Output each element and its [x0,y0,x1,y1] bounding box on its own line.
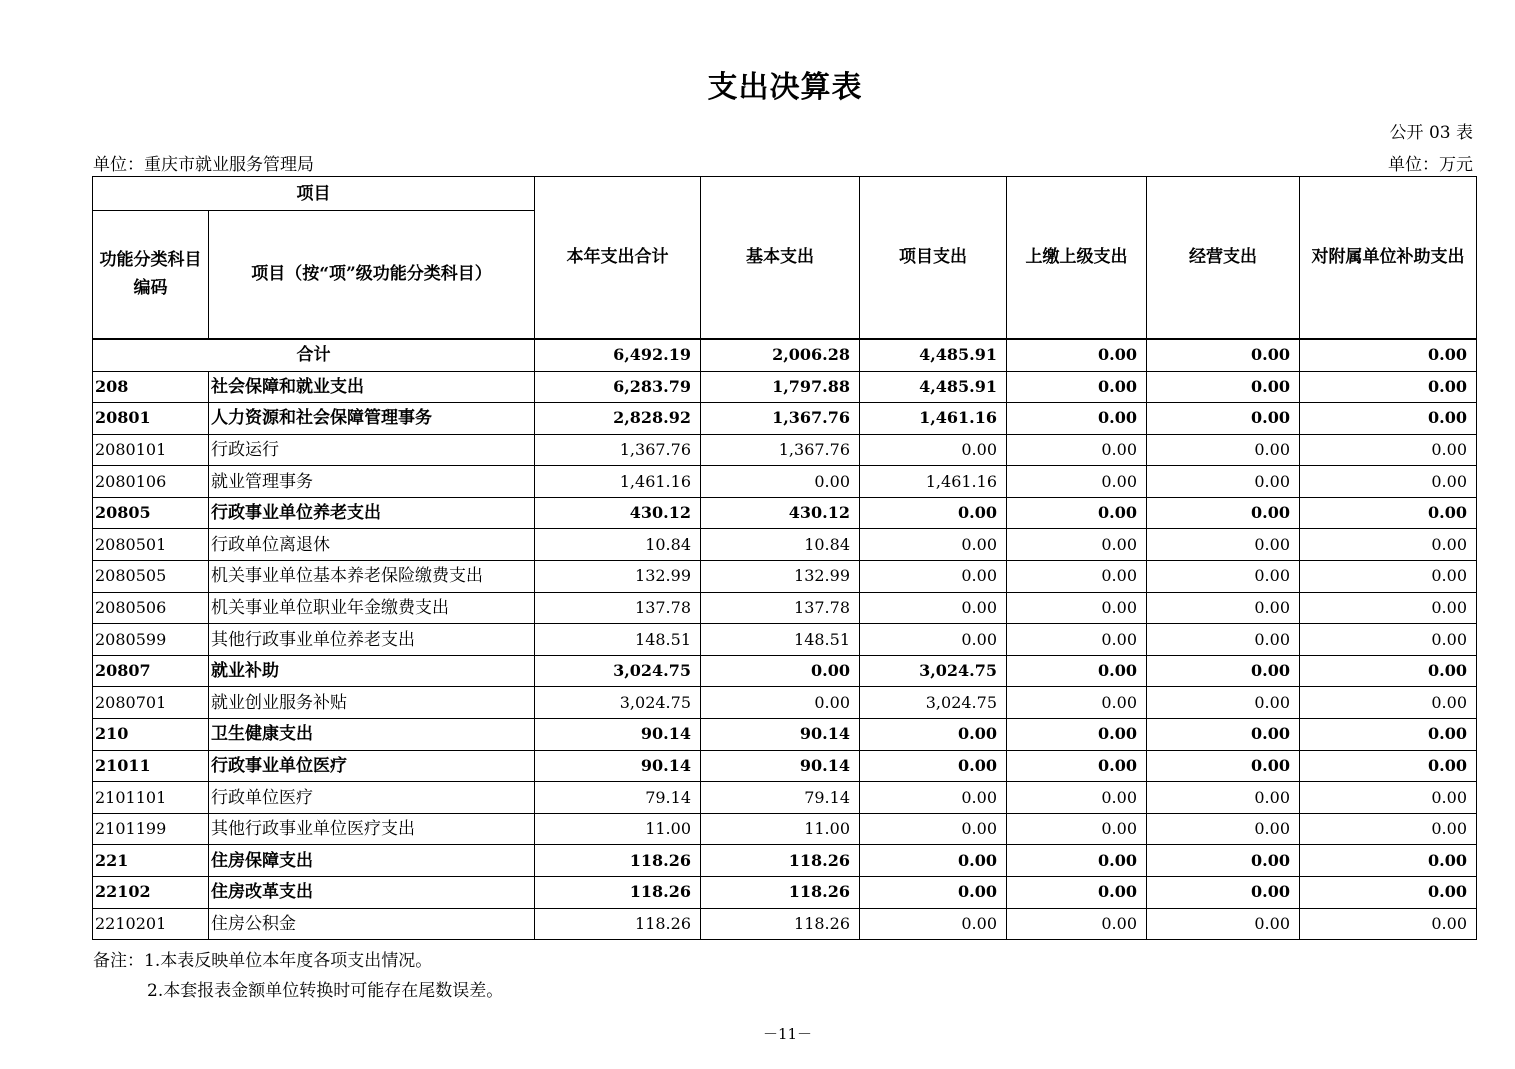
row-name: 其他行政事业单位医疗支出 [209,813,535,845]
header-code: 功能分类科目编码 [93,211,209,339]
row-value: 0.00 [860,877,1007,909]
row-code: 208 [93,371,209,403]
row-name: 行政事业单位医疗 [209,750,535,782]
table-row [93,719,1477,751]
row-name: 住房公积金 [209,908,535,940]
row-value: 0.00 [1300,908,1477,940]
row-value: 0.00 [1147,687,1300,719]
table-row [93,877,1477,909]
row-name: 卫生健康支出 [209,719,535,751]
header-name: 项目（按“项”级功能分类科目） [209,211,535,339]
row-value: 3,024.75 [860,687,1007,719]
row-value: 0.00 [860,529,1007,561]
table-row [93,497,1477,529]
row-name: 行政运行 [209,434,535,466]
row-value: 0.00 [1147,655,1300,687]
page-title: 支出决算表 [707,70,863,105]
row-value: 11.00 [535,813,701,845]
row-value: 1,461.16 [535,466,701,498]
row-code: 2101101 [93,782,209,814]
row-code: 21011 [93,750,209,782]
row-value: 118.26 [701,908,860,940]
header-project: 项目 [93,177,535,211]
table-row [93,371,1477,403]
total-cell: 0.00 [1147,339,1300,372]
row-value: 79.14 [535,782,701,814]
row-value: 1,797.88 [701,371,860,403]
row-value: 1,461.16 [860,466,1007,498]
row-value: 132.99 [535,561,701,593]
row-value: 90.14 [535,750,701,782]
row-name: 就业管理事务 [209,466,535,498]
row-value: 0.00 [1007,908,1147,940]
row-value: 0.00 [860,813,1007,845]
row-value: 0.00 [1147,466,1300,498]
row-value: 0.00 [860,782,1007,814]
table-row [93,592,1477,624]
row-value: 0.00 [1147,371,1300,403]
row-value: 0.00 [860,908,1007,940]
row-value: 0.00 [1300,655,1477,687]
row-value: 90.14 [701,719,860,751]
header-subsidy: 对附属单位补助支出 [1300,177,1477,339]
row-value: 0.00 [860,750,1007,782]
row-value: 0.00 [1007,813,1147,845]
row-name: 就业补助 [209,655,535,687]
row-value: 0.00 [1147,750,1300,782]
row-value: 0.00 [1007,877,1147,909]
row-value: 0.00 [1300,403,1477,435]
row-value: 0.00 [1007,529,1147,561]
row-value: 0.00 [1147,434,1300,466]
row-value: 0.00 [1147,782,1300,814]
row-value: 0.00 [1300,877,1477,909]
row-value: 148.51 [701,624,860,656]
row-code: 2080505 [93,561,209,593]
row-code: 2080701 [93,687,209,719]
row-value: 0.00 [701,655,860,687]
row-value: 0.00 [1007,592,1147,624]
total-cell: 4,485.91 [860,339,1007,372]
row-value: 1,367.76 [701,434,860,466]
row-value: 0.00 [1300,782,1477,814]
row-value: 0.00 [1007,845,1147,877]
row-code: 20805 [93,497,209,529]
row-value: 90.14 [535,719,701,751]
row-code: 210 [93,719,209,751]
total-row [93,339,1477,372]
row-value: 1,461.16 [860,403,1007,435]
row-value: 0.00 [1300,813,1477,845]
table-row [93,466,1477,498]
row-value: 1,367.76 [701,403,860,435]
row-value: 430.12 [701,497,860,529]
row-value: 430.12 [535,497,701,529]
row-value: 0.00 [1007,403,1147,435]
row-name: 社会保障和就业支出 [209,371,535,403]
note-line-1: 备注：1.本表反映单位本年度各项支出情况。 [93,951,433,971]
row-name: 机关事业单位基本养老保险缴费支出 [209,561,535,593]
row-value: 0.00 [860,434,1007,466]
row-value: 0.00 [1300,466,1477,498]
row-value: 4,485.91 [860,371,1007,403]
row-name: 机关事业单位职业年金缴费支出 [209,592,535,624]
row-value: 0.00 [860,845,1007,877]
row-code: 2080599 [93,624,209,656]
row-value: 118.26 [535,908,701,940]
row-code: 2080501 [93,529,209,561]
total-cell: 0.00 [1007,339,1147,372]
table-row [93,908,1477,940]
row-value: 0.00 [1147,624,1300,656]
row-value: 0.00 [1007,782,1147,814]
row-value: 0.00 [701,466,860,498]
header-business: 经营支出 [1147,177,1300,339]
table-row [93,561,1477,593]
row-value: 0.00 [1007,497,1147,529]
row-value: 0.00 [1147,561,1300,593]
table-row [93,624,1477,656]
row-value: 0.00 [1300,687,1477,719]
row-value: 0.00 [1147,719,1300,751]
row-value: 137.78 [701,592,860,624]
row-code: 22102 [93,877,209,909]
row-value: 0.00 [1147,529,1300,561]
row-code: 2101199 [93,813,209,845]
row-value: 0.00 [1147,497,1300,529]
row-name: 就业创业服务补贴 [209,687,535,719]
row-value: 10.84 [535,529,701,561]
row-value: 0.00 [1147,845,1300,877]
row-value: 3,024.75 [860,655,1007,687]
table-row [93,529,1477,561]
table-row [93,655,1477,687]
table-row [93,750,1477,782]
row-value: 6,283.79 [535,371,701,403]
header-upper-remittance: 上缴上级支出 [1007,177,1147,339]
row-value: 90.14 [701,750,860,782]
row-value: 118.26 [701,877,860,909]
row-value: 0.00 [1300,719,1477,751]
row-value: 0.00 [1007,466,1147,498]
row-value: 118.26 [535,877,701,909]
row-value: 0.00 [1300,624,1477,656]
row-value: 0.00 [1300,592,1477,624]
total-cell: 2,006.28 [701,339,860,372]
row-value: 79.14 [701,782,860,814]
row-value: 0.00 [860,497,1007,529]
row-value: 148.51 [535,624,701,656]
row-value: 0.00 [1147,908,1300,940]
row-value: 0.00 [1007,750,1147,782]
row-value: 118.26 [535,845,701,877]
row-value: 0.00 [1007,371,1147,403]
row-value: 11.00 [701,813,860,845]
row-value: 0.00 [1147,877,1300,909]
row-name: 其他行政事业单位养老支出 [209,624,535,656]
row-value: 118.26 [701,845,860,877]
row-code: 2080101 [93,434,209,466]
unit-organization: 单位：重庆市就业服务管理局 [93,155,314,175]
total-label: 合计 [93,339,535,372]
row-value: 0.00 [1007,434,1147,466]
total-cell: 0.00 [1300,339,1477,372]
row-value: 0.00 [1300,529,1477,561]
row-value: 0.00 [1300,561,1477,593]
row-value: 0.00 [1300,845,1477,877]
row-name: 住房保障支出 [209,845,535,877]
row-value: 137.78 [535,592,701,624]
row-value: 3,024.75 [535,687,701,719]
row-value: 0.00 [1007,687,1147,719]
row-name: 行政单位医疗 [209,782,535,814]
note-line-2: 2.本套报表金额单位转换时可能存在尾数误差。 [147,981,504,1001]
row-code: 20801 [93,403,209,435]
row-code: 2080506 [93,592,209,624]
page-number: －11－ [762,1025,813,1043]
row-code: 2210201 [93,908,209,940]
row-name: 人力资源和社会保障管理事务 [209,403,535,435]
row-value: 0.00 [1147,592,1300,624]
header-total: 本年支出合计 [535,177,701,339]
total-cell: 6,492.19 [535,339,701,372]
table-row [93,403,1477,435]
row-code: 221 [93,845,209,877]
row-value: 0.00 [860,592,1007,624]
table-row [93,687,1477,719]
row-value: 2,828.92 [535,403,701,435]
row-name: 行政事业单位养老支出 [209,497,535,529]
header-basic: 基本支出 [701,177,860,339]
row-value: 132.99 [701,561,860,593]
row-value: 0.00 [860,624,1007,656]
row-code: 20807 [93,655,209,687]
table-body [93,339,1477,940]
row-value: 0.00 [701,687,860,719]
row-value: 0.00 [1007,655,1147,687]
row-value: 0.00 [860,719,1007,751]
unit-currency: 单位：万元 [1388,155,1473,175]
row-name: 住房改革支出 [209,877,535,909]
header-project-expenditure: 项目支出 [860,177,1007,339]
row-name: 行政单位离退休 [209,529,535,561]
row-value: 0.00 [1300,750,1477,782]
row-value: 1,367.76 [535,434,701,466]
row-value: 0.00 [1300,371,1477,403]
row-value: 0.00 [1007,719,1147,751]
row-value: 0.00 [1300,434,1477,466]
table-row [93,434,1477,466]
table-row [93,813,1477,845]
table-row [93,782,1477,814]
row-value: 3,024.75 [535,655,701,687]
row-value: 0.00 [1147,403,1300,435]
row-value: 0.00 [1007,624,1147,656]
row-code: 2080106 [93,466,209,498]
row-value: 10.84 [701,529,860,561]
row-value: 0.00 [860,561,1007,593]
row-value: 0.00 [1300,497,1477,529]
row-value: 0.00 [1007,561,1147,593]
expenditure-table [92,176,1477,940]
form-number: 公开 03 表 [1389,123,1473,143]
table-row [93,845,1477,877]
row-value: 0.00 [1147,813,1300,845]
